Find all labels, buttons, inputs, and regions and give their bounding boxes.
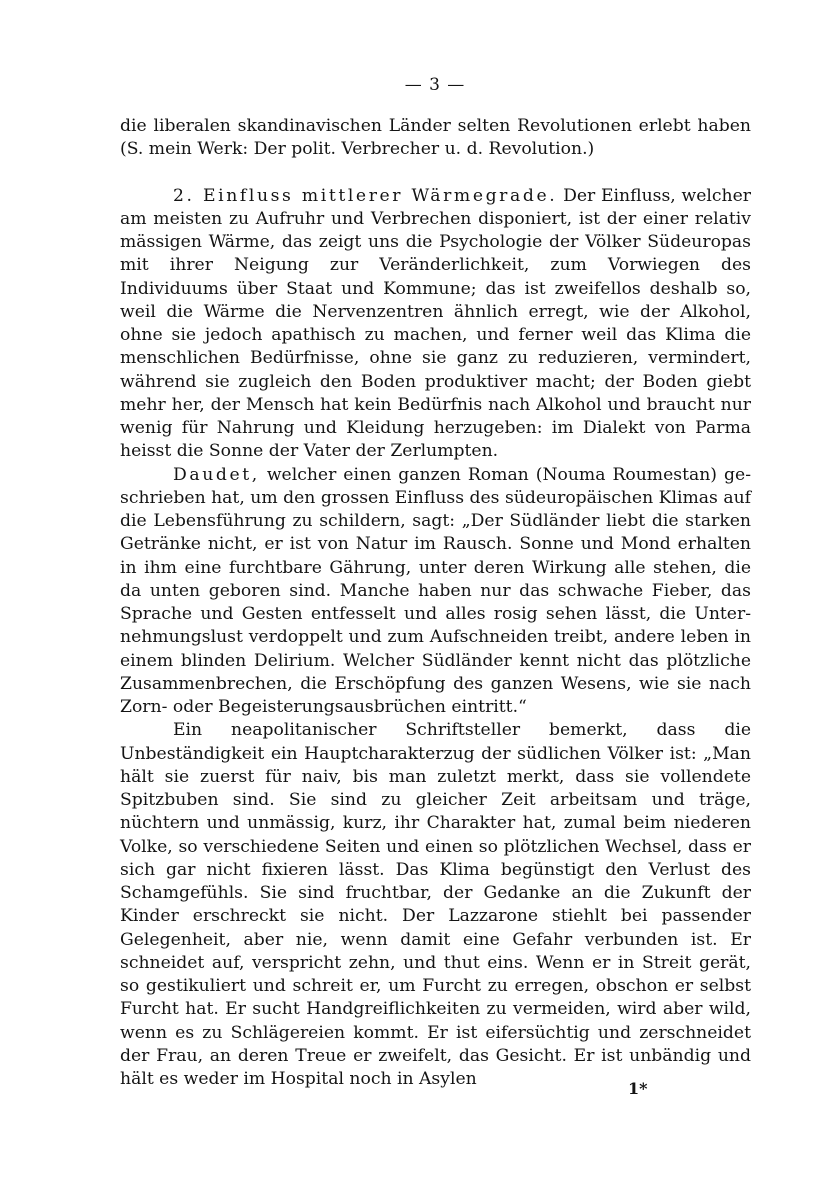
page-number: — 3 — (404, 75, 466, 95)
daudet-quote-text: welcher einen ganzen Roman (Nouma Roumestan) geschrieben hat, um den grossen Einfluss des südeuropäischen Klimas auf die Lebensführung zu schildern, sagt: „Der Südländer liebt die starken Getränke nicht, er ist von Natur im Rausch. Sonne und Mond erhalten in ihm eine furchtbare Gährung, unter deren Wirkung alle stehen, die da unten geboren sind. Manche haben nur das schwache Fieber, das Sprache und Gesten entfesselt und alles rosig sehen lässt, die Unternehmungslust verdoppelt und zum Aufschneiden treibt, andere leben in einem blinden Delirium. Welcher Südländer kennt nicht das plötzliche Zusammenbrechen, die Erschöpfung des ganzen Wesens, wie sie nach Zorn- oder Begeisterungsausbrüchen eintritt.“ (120, 464, 751, 717)
body-text (120, 115, 751, 1091)
paragraph-section-2 (120, 185, 751, 464)
section-heading: 2. Einfluss mittlerer Wärmegrade. (173, 185, 558, 206)
paragraph-continuation: die liberalen skandinavischen Länder selten Revolutionen erlebt haben (S. mein Werk: Der polit. Verbrecher u. d. Revolution.) (120, 116, 751, 160)
paragraph-daudet (120, 464, 751, 720)
author-name: Daudet, (173, 464, 260, 485)
paragraph-neapolitan: Ein neapolitanischer Schriftsteller bemerkt, dass die Unbeständigkeit ein Hauptcharakterzug der südlichen Völker ist: „Man hält sie zuerst für naiv, bis man zuletzt merkt, dass sie vollendete Spitzbuben sind. Sie sind zu gleicher Zeit arbeitsam und träge, nüchtern und unmässig, kurz, ihr Charakter hat, zumal beim niederen Volke, so verschiedene Seiten und einen so plötzlichen Wechsel, dass er sich gar nicht fixieren lässt. Das Klima begünstigt den Verlust des Schamgefühls. Sie sind fruchtbar, der Gedanke an die Zukunft der Kinder erschreckt sie nicht. Der Lazzarone stiehlt bei passender Gelegenheit, aber nie, wenn damit eine Gefahr verbunden ist. Er schneidet auf, verspricht zehn, und thut eins. Wenn er in Streit gerät, so gestikuliert und schreit er, um Furcht zu erregen, obschon er selbst Furcht hat. Er sucht Handgreiflichkeiten zu vermeiden, wird aber wild, wenn es zu Schlägereien kommt. Er ist eifersüchtig und zerschneidet der Frau, an deren Treue er zweifelt, das Gesicht. Er ist unbändig und hält es weder im Hospital noch in Asylen (120, 720, 751, 1089)
signature-mark: 1* (628, 1079, 648, 1098)
section-2-text: Der Einfluss, welcher am meisten zu Aufruhr und Verbrechen disponiert, ist der einer relativ mässigen Wärme, das zeigt uns die Psychologie der Völker Südeuropas mit ihrer Neigung zur Veränderlichkeit, zum Vorwiegen des Individuums über Staat und Kommune; das ist zweifellos deshalb so, weil die Wärme die Nervenzentren ähnlich erregt, wie der Alkohol, ohne sie jedoch apathisch zu machen, und ferner weil das Klima die menschlichen Bedürfnisse, ohne sie ganz zu reduzieren, vermindert, während sie zugleich den Boden produktiver macht; der Boden giebt mehr her, der Mensch hat kein Bedürfnis nach Alkohol und braucht nur wenig für Nahrung und Kleidung herzugeben: im Dialekt von Parma heisst die Sonne der Vater der Zerlumpten. (120, 185, 751, 462)
